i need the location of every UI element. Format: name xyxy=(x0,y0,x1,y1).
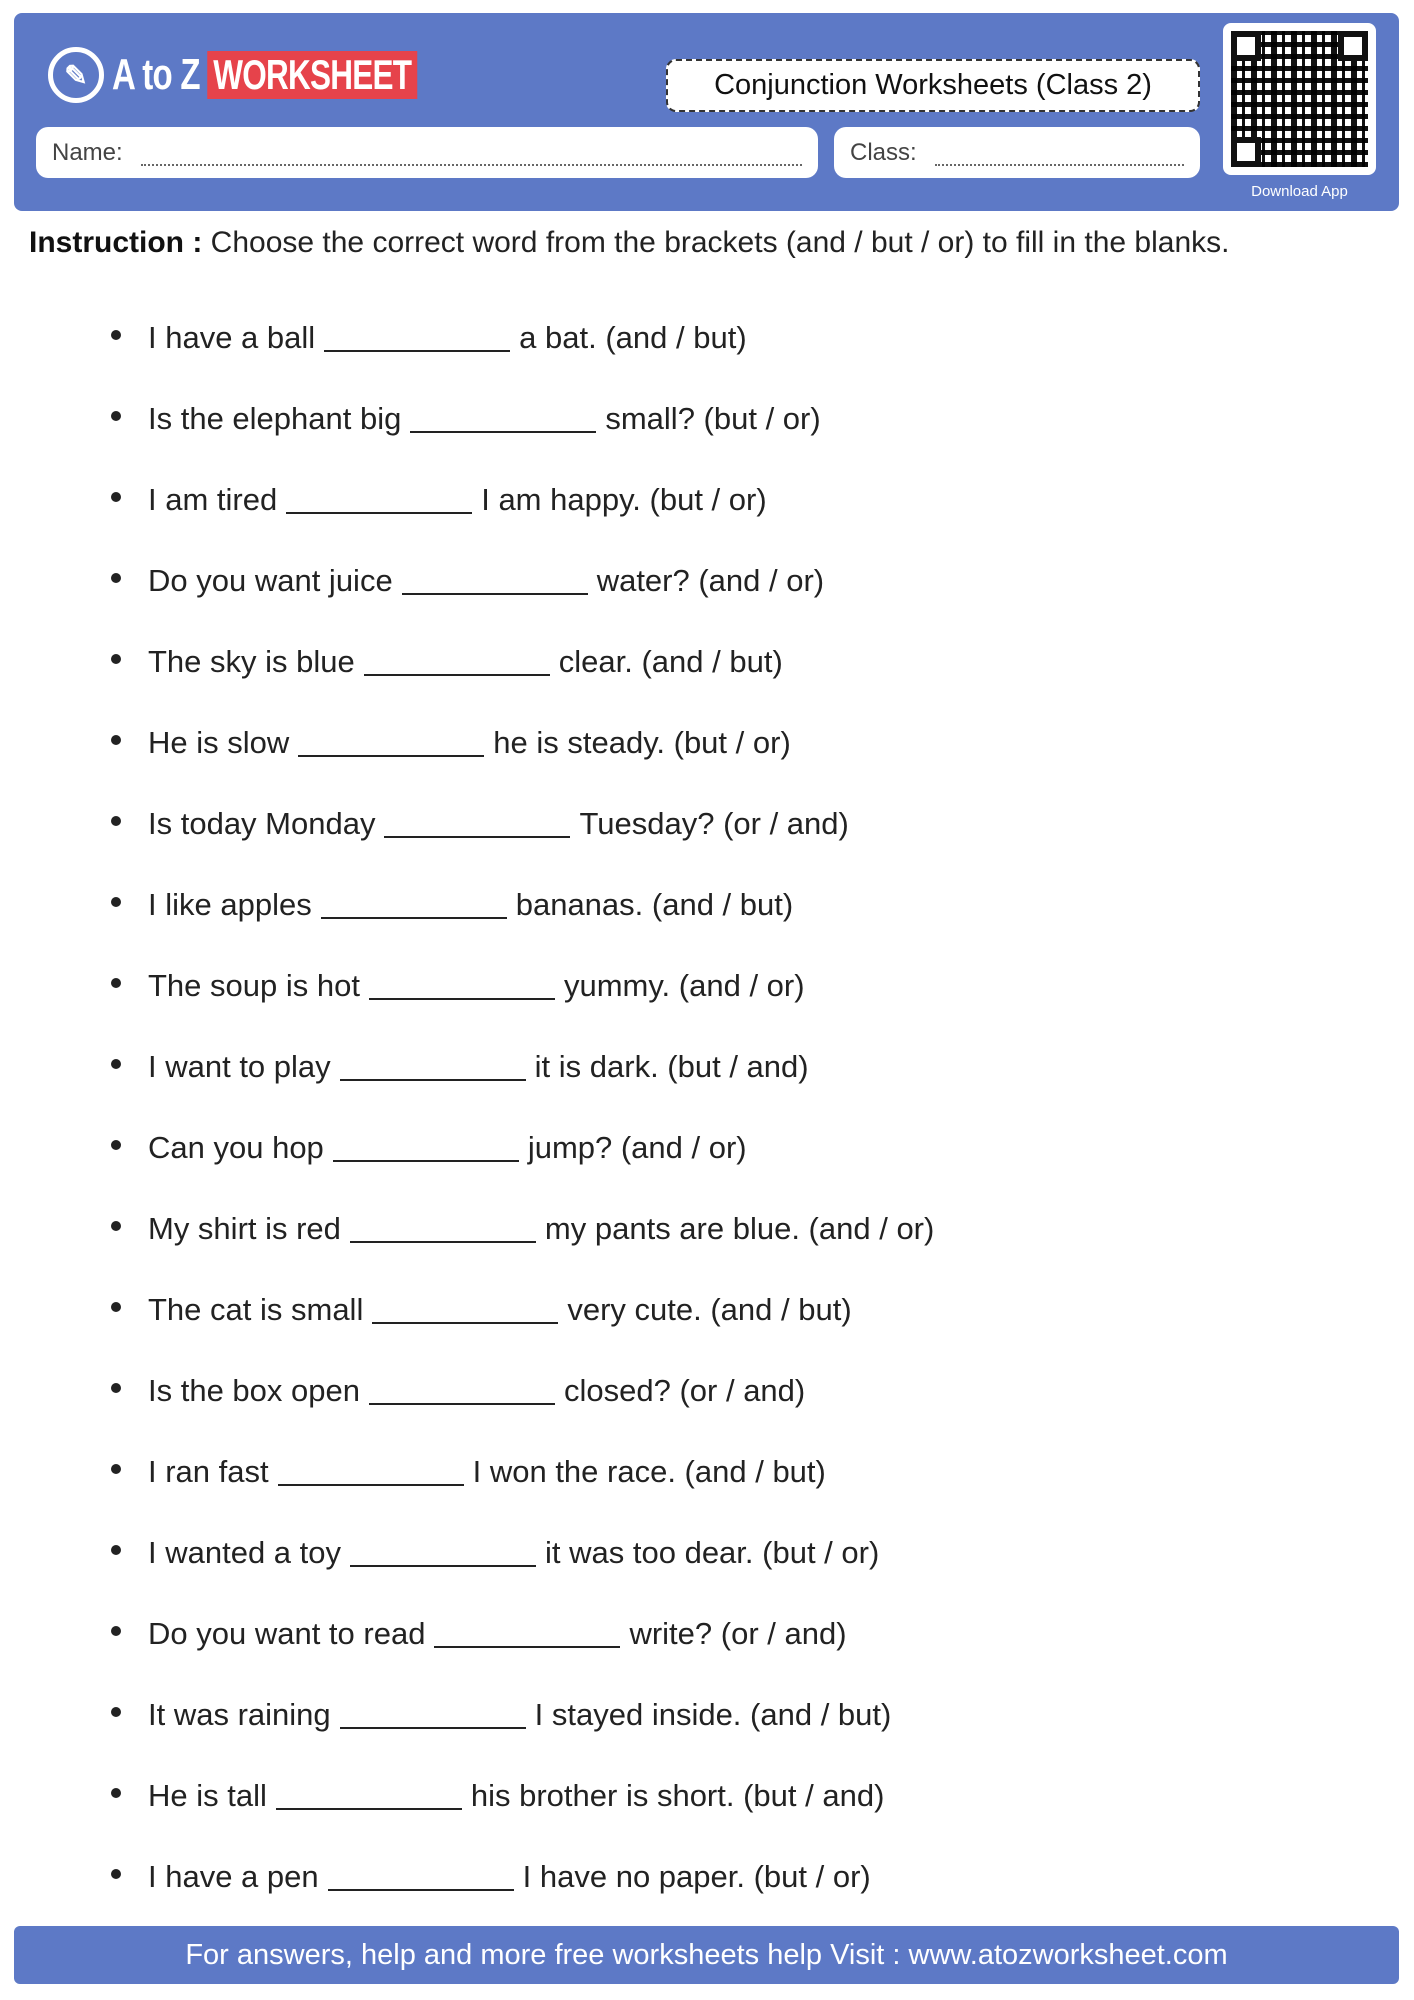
logo-pen-icon: ✎ xyxy=(48,47,104,103)
sentence-end: very cute. (and / but) xyxy=(567,1292,852,1327)
bullet-icon xyxy=(111,1788,121,1798)
sentence-end: I have no paper. (but / or) xyxy=(522,1859,871,1894)
bullet-icon xyxy=(111,1059,121,1069)
list-item xyxy=(0,887,934,968)
answer-blank[interactable] xyxy=(369,968,555,1000)
list-item xyxy=(0,1292,934,1373)
sentence-end: bananas. (and / but) xyxy=(515,887,794,922)
sentence-end: clear. (and / but) xyxy=(558,644,783,679)
sentence-start: The soup is hot xyxy=(148,968,360,1003)
bullet-icon xyxy=(111,1221,121,1231)
sentence-start: I want to play xyxy=(148,1049,331,1084)
sentence-start: Is the box open xyxy=(148,1373,360,1408)
list-item xyxy=(0,806,934,887)
list-item xyxy=(0,1211,934,1292)
sentence-start: It was raining xyxy=(148,1697,331,1732)
bullet-icon xyxy=(111,492,121,502)
name-line xyxy=(141,140,802,166)
list-item xyxy=(0,1697,934,1778)
bullet-icon xyxy=(111,1626,121,1636)
name-field[interactable] xyxy=(36,127,818,178)
bullet-icon xyxy=(111,330,121,340)
answer-blank[interactable] xyxy=(410,401,596,433)
footer-banner: For answers, help and more free worksheets help Visit : www.atozworksheet.com xyxy=(14,1926,1399,1984)
name-label: Name: xyxy=(52,138,123,166)
bullet-icon xyxy=(111,1545,121,1555)
list-item xyxy=(0,482,934,563)
list-item xyxy=(0,563,934,644)
logo-text: A to Z xyxy=(112,50,200,99)
sentence-start: Do you want to read xyxy=(148,1616,426,1651)
sentence-end: my pants are blue. (and / or) xyxy=(544,1211,935,1246)
list-item xyxy=(0,1616,934,1697)
answer-blank[interactable] xyxy=(340,1697,526,1729)
sentence-start: He is slow xyxy=(148,725,290,760)
sentence-start: Do you want juice xyxy=(148,563,393,598)
answer-blank[interactable] xyxy=(340,1049,526,1081)
question-list xyxy=(0,320,934,1940)
bullet-icon xyxy=(111,1464,121,1474)
qr-code-icon[interactable] xyxy=(1223,23,1376,175)
list-item xyxy=(0,401,934,482)
worksheet-title: Conjunction Worksheets (Class 2) xyxy=(666,59,1200,112)
bullet-icon xyxy=(111,573,121,583)
answer-blank[interactable] xyxy=(350,1211,536,1243)
bullet-icon xyxy=(111,1869,121,1879)
sentence-start: My shirt is red xyxy=(148,1211,341,1246)
instruction xyxy=(29,222,1389,264)
sentence-end: yummy. (and / or) xyxy=(563,968,805,1003)
sentence-start: I wanted a toy xyxy=(148,1535,342,1570)
answer-blank[interactable] xyxy=(372,1292,558,1324)
sentence-end: I am happy. (but / or) xyxy=(481,482,767,517)
sentence-end: I stayed inside. (and / but) xyxy=(534,1697,892,1732)
sentence-start: The sky is blue xyxy=(148,644,355,679)
list-item xyxy=(0,644,934,725)
bullet-icon xyxy=(111,1707,121,1717)
sentence-end: jump? (and / or) xyxy=(527,1130,747,1165)
answer-blank[interactable] xyxy=(364,644,550,676)
sentence-start: Is today Monday xyxy=(148,806,376,841)
instruction-label: Instruction : xyxy=(29,226,203,259)
sentence-start: He is tall xyxy=(148,1778,267,1813)
sentence-end: he is steady. (but / or) xyxy=(493,725,791,760)
class-label: Class: xyxy=(850,138,917,166)
logo-highlight: WORKSHEET xyxy=(207,51,417,99)
sentence-start: I ran fast xyxy=(148,1454,269,1489)
class-field[interactable] xyxy=(834,127,1200,178)
sentence-end: Tuesday? (or / and) xyxy=(579,806,849,841)
sentence-end: small? (but / or) xyxy=(605,401,821,436)
sentence-start: I have a ball xyxy=(148,320,316,355)
answer-blank[interactable] xyxy=(328,1859,514,1891)
sentence-end: it was too dear. (but / or) xyxy=(545,1535,880,1570)
list-item xyxy=(0,1535,934,1616)
sentence-end: water? (and / or) xyxy=(596,563,825,598)
answer-blank[interactable] xyxy=(286,482,472,514)
answer-blank[interactable] xyxy=(278,1454,464,1486)
worksheet-header xyxy=(14,13,1399,211)
answer-blank[interactable] xyxy=(276,1778,462,1810)
bullet-icon xyxy=(111,1383,121,1393)
sentence-start: The cat is small xyxy=(148,1292,364,1327)
bullet-icon xyxy=(111,897,121,907)
list-item xyxy=(0,320,934,401)
answer-blank[interactable] xyxy=(350,1535,536,1567)
list-item xyxy=(0,1049,934,1130)
bullet-icon xyxy=(111,735,121,745)
sentence-start: I have a pen xyxy=(148,1859,319,1894)
answer-blank[interactable] xyxy=(384,806,570,838)
answer-blank[interactable] xyxy=(369,1373,555,1405)
answer-blank[interactable] xyxy=(333,1130,519,1162)
sentence-start: I am tired xyxy=(148,482,278,517)
answer-blank[interactable] xyxy=(298,725,484,757)
sentence-end: his brother is short. (but / and) xyxy=(470,1778,885,1813)
bullet-icon xyxy=(111,978,121,988)
bullet-icon xyxy=(111,1302,121,1312)
download-app-link[interactable]: Download App xyxy=(1251,183,1348,200)
list-item xyxy=(0,1373,934,1454)
sentence-end: closed? (or / and) xyxy=(564,1373,806,1408)
sentence-start: Can you hop xyxy=(148,1130,324,1165)
answer-blank[interactable] xyxy=(434,1616,620,1648)
sentence-end: write? (or / and) xyxy=(629,1616,847,1651)
answer-blank[interactable] xyxy=(321,887,507,919)
sentence-start: I like apples xyxy=(148,887,312,922)
bullet-icon xyxy=(111,1140,121,1150)
brand-logo xyxy=(48,47,519,103)
sentence-end: it is dark. (but / and) xyxy=(534,1049,809,1084)
list-item xyxy=(0,1130,934,1211)
sentence-end: a bat. (and / but) xyxy=(519,320,747,355)
list-item xyxy=(0,1778,934,1859)
answer-blank[interactable] xyxy=(402,563,588,595)
list-item xyxy=(0,725,934,806)
list-item xyxy=(0,1454,934,1535)
answer-blank[interactable] xyxy=(324,320,510,352)
bullet-icon xyxy=(111,411,121,421)
instruction-text: Choose the correct word from the brackets (and / but / or) to fill in the blanks. xyxy=(202,226,1230,259)
bullet-icon xyxy=(111,816,121,826)
sentence-start: Is the elephant big xyxy=(148,401,402,436)
class-line xyxy=(935,140,1184,166)
sentence-end: I won the race. (and / but) xyxy=(472,1454,826,1489)
bullet-icon xyxy=(111,654,121,664)
list-item xyxy=(0,968,934,1049)
